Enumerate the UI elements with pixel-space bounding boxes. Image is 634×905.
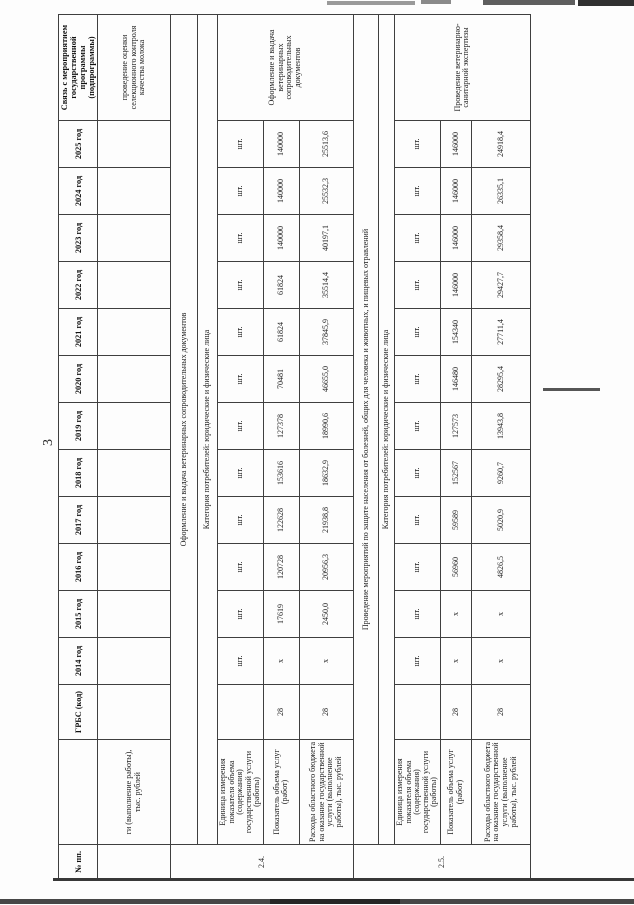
header-year-2024: 2024 год [59, 168, 98, 215]
empty-cell [98, 450, 171, 497]
expense-row-label: Расходы областного бюджета на оказание государственной услуги (выполнение работы), тыс. рублей [299, 740, 353, 845]
volume-row-label: Показатель объема услуг (работ) [440, 740, 471, 845]
section-24-title: Оформление и выдача ветеринарных сопроводительных документов [171, 15, 198, 845]
year-value-cell: 146000 [440, 121, 471, 168]
year-value-cell: 61824 [263, 262, 299, 309]
year-value-cell: 127378 [263, 403, 299, 450]
header-year-2025: 2025 год [59, 121, 98, 168]
year-value-cell: 152567 [440, 450, 471, 497]
unit-value-cell: шт. [394, 403, 440, 450]
year-value-cell: 146480 [440, 356, 471, 403]
year-value-cell: 146000 [440, 262, 471, 309]
year-value-cell: 25513,6 [299, 121, 353, 168]
unit-value-cell: шт. [218, 356, 264, 403]
year-value-cell: 40197,1 [299, 215, 353, 262]
empty-cell [98, 262, 171, 309]
unit-row-label: Единица измерения показателя объема (содержания) государственной услуги (работы) [218, 740, 264, 845]
unit-value-cell: шт. [394, 168, 440, 215]
empty-cell [98, 168, 171, 215]
year-value-cell: 56960 [440, 544, 471, 591]
year-value-cell: 24918,4 [471, 121, 530, 168]
header-year-2014: 2014 год [59, 638, 98, 685]
year-value-cell: х [299, 638, 353, 685]
year-value-cell: 4826,5 [471, 544, 530, 591]
header-grbs: ГРБС (код) [59, 685, 98, 740]
unit-value-cell: шт. [218, 450, 264, 497]
carryover-label: ги (выполнение работы), тыс. рублей [98, 740, 171, 845]
section-24-category: Категория потребителей: юридические и физические лица [198, 15, 218, 845]
section-24-volume-row [263, 15, 299, 880]
empty-cell [98, 497, 171, 544]
empty-cell [98, 121, 171, 168]
grbs-value-cell: 28 [299, 685, 353, 740]
year-value-cell: 120728 [263, 544, 299, 591]
carryover-grbs-cell [98, 685, 171, 740]
section-25-category: Категория потребителей: юридические и физические лица [378, 15, 394, 845]
year-value-cell: 5020,9 [471, 497, 530, 544]
unit-grbs-cell [218, 685, 264, 740]
scan-artifact-bottom-line-dark [270, 899, 400, 904]
unit-value-cell: шт. [218, 309, 264, 356]
header-year-2017: 2017 год [59, 497, 98, 544]
year-value-cell: 28295,4 [471, 356, 530, 403]
year-value-cell: х [263, 638, 299, 685]
grbs-value-cell: 28 [471, 685, 530, 740]
section-24-number: 2.4. [171, 845, 354, 880]
unit-value-cell: шт. [394, 544, 440, 591]
scan-artifact-top-dash [421, 0, 451, 4]
year-value-cell: 46655,0 [299, 356, 353, 403]
empty-cell [98, 591, 171, 638]
section-25-title: Проведение мероприятий по защите населения от болезней, общих для человека и животных, и пищевых отравлений [353, 15, 378, 845]
empty-cell [98, 215, 171, 262]
unit-value-cell: шт. [394, 121, 440, 168]
unit-value-cell: шт. [218, 403, 264, 450]
empty-cell [98, 309, 171, 356]
section-25-category-row [378, 15, 394, 880]
page-number: 3 [41, 439, 56, 446]
unit-value-cell: шт. [394, 638, 440, 685]
year-value-cell: 70481 [263, 356, 299, 403]
unit-value-cell: шт. [394, 309, 440, 356]
year-value-cell: 140000 [263, 168, 299, 215]
year-value-cell: х [471, 638, 530, 685]
section-25-link: Проведение ветеринарно-санитарной экспертизы [394, 15, 530, 121]
header-year-2020: 2020 год [59, 356, 98, 403]
year-value-cell: 9260,7 [471, 450, 530, 497]
section-25-title-row [353, 15, 378, 880]
grbs-value-cell: 28 [440, 685, 471, 740]
section-25-number: 2.5. [353, 845, 530, 880]
volume-row-label: Показатель объема услуг (работ) [263, 740, 299, 845]
header-year-2016: 2016 год [59, 544, 98, 591]
unit-value-cell: шт. [394, 450, 440, 497]
year-value-cell: х [471, 591, 530, 638]
year-value-cell: 140000 [263, 121, 299, 168]
expense-row-label: Расходы областного бюджета на оказание государственной услуги (выполнение работы), тыс. рублей [471, 740, 530, 845]
section-25-expense-row [471, 15, 530, 880]
year-value-cell: 127573 [440, 403, 471, 450]
unit-value-cell: шт. [394, 215, 440, 262]
unit-value-cell: шт. [218, 638, 264, 685]
year-value-cell: 26335,1 [471, 168, 530, 215]
empty-cell [98, 356, 171, 403]
header-year-2015: 2015 год [59, 591, 98, 638]
unit-value-cell: шт. [218, 591, 264, 638]
unit-value-cell: шт. [218, 121, 264, 168]
year-value-cell: 61824 [263, 309, 299, 356]
year-value-cell: 18632,9 [299, 450, 353, 497]
empty-cell [98, 638, 171, 685]
budget-measures-table [58, 14, 531, 880]
year-value-cell: 140000 [263, 215, 299, 262]
scan-artifact-top-dash [483, 0, 575, 5]
section-24-category-row [198, 15, 218, 880]
year-value-cell: 35514,4 [299, 262, 353, 309]
carryover-link: проведение оценки селекционного контроля качества молока [98, 15, 171, 121]
unit-value-cell: шт. [394, 356, 440, 403]
header-year-2023: 2023 год [59, 215, 98, 262]
empty-cell [98, 544, 171, 591]
year-value-cell: 29427,7 [471, 262, 530, 309]
section-24-title-row [171, 15, 198, 880]
year-value-cell: х [440, 638, 471, 685]
year-value-cell: х [440, 591, 471, 638]
year-value-cell: 13943,8 [471, 403, 530, 450]
year-value-cell: 59589 [440, 497, 471, 544]
scan-artifact-top-dash [327, 1, 415, 5]
unit-value-cell: шт. [218, 544, 264, 591]
year-value-cell: 17619 [263, 591, 299, 638]
carryover-row [98, 15, 171, 880]
empty-cell [98, 403, 171, 450]
year-value-cell: 146000 [440, 215, 471, 262]
grbs-value-cell: 28 [263, 685, 299, 740]
header-year-2022: 2022 год [59, 262, 98, 309]
year-value-cell: 2450,0 [299, 591, 353, 638]
year-value-cell: 122628 [263, 497, 299, 544]
header-name [59, 740, 98, 845]
year-value-cell: 37845,9 [299, 309, 353, 356]
section-24-unit-row [218, 15, 264, 880]
scan-artifact-top-dash [578, 0, 634, 6]
year-value-cell: 21938,8 [299, 497, 353, 544]
header-row [59, 15, 98, 880]
year-value-cell: 25532,3 [299, 168, 353, 215]
header-num: № пп. [59, 845, 98, 880]
year-value-cell: 20956,3 [299, 544, 353, 591]
unit-row-label: Единица измерения показателя объема (содержания) государственной услуги (работы) [394, 740, 440, 845]
year-value-cell: 154340 [440, 309, 471, 356]
header-year-2018: 2018 год [59, 450, 98, 497]
unit-value-cell: шт. [394, 591, 440, 638]
unit-value-cell: шт. [394, 262, 440, 309]
carryover-num-cell [98, 845, 171, 880]
section-25-volume-row [440, 15, 471, 880]
section-24-link: Оформление и выдача ветеринарных сопроводительных документов [218, 15, 354, 121]
unit-grbs-cell [394, 685, 440, 740]
unit-value-cell: шт. [394, 497, 440, 544]
header-year-2019: 2019 год [59, 403, 98, 450]
scan-artifact-stray-line [543, 388, 600, 391]
scan-artifact-table-edge-line [53, 878, 634, 881]
unit-value-cell: шт. [218, 168, 264, 215]
year-value-cell: 29358,4 [471, 215, 530, 262]
header-link: Связь с мероприятием государственной программы (подпрограммы) [59, 15, 98, 121]
unit-value-cell: шт. [218, 497, 264, 544]
year-value-cell: 153616 [263, 450, 299, 497]
unit-value-cell: шт. [218, 215, 264, 262]
section-24-expense-row [299, 15, 353, 880]
unit-value-cell: шт. [218, 262, 264, 309]
header-year-2021: 2021 год [59, 309, 98, 356]
year-value-cell: 146000 [440, 168, 471, 215]
section-25-unit-row [394, 15, 440, 880]
year-value-cell: 18990,6 [299, 403, 353, 450]
year-value-cell: 27711,4 [471, 309, 530, 356]
